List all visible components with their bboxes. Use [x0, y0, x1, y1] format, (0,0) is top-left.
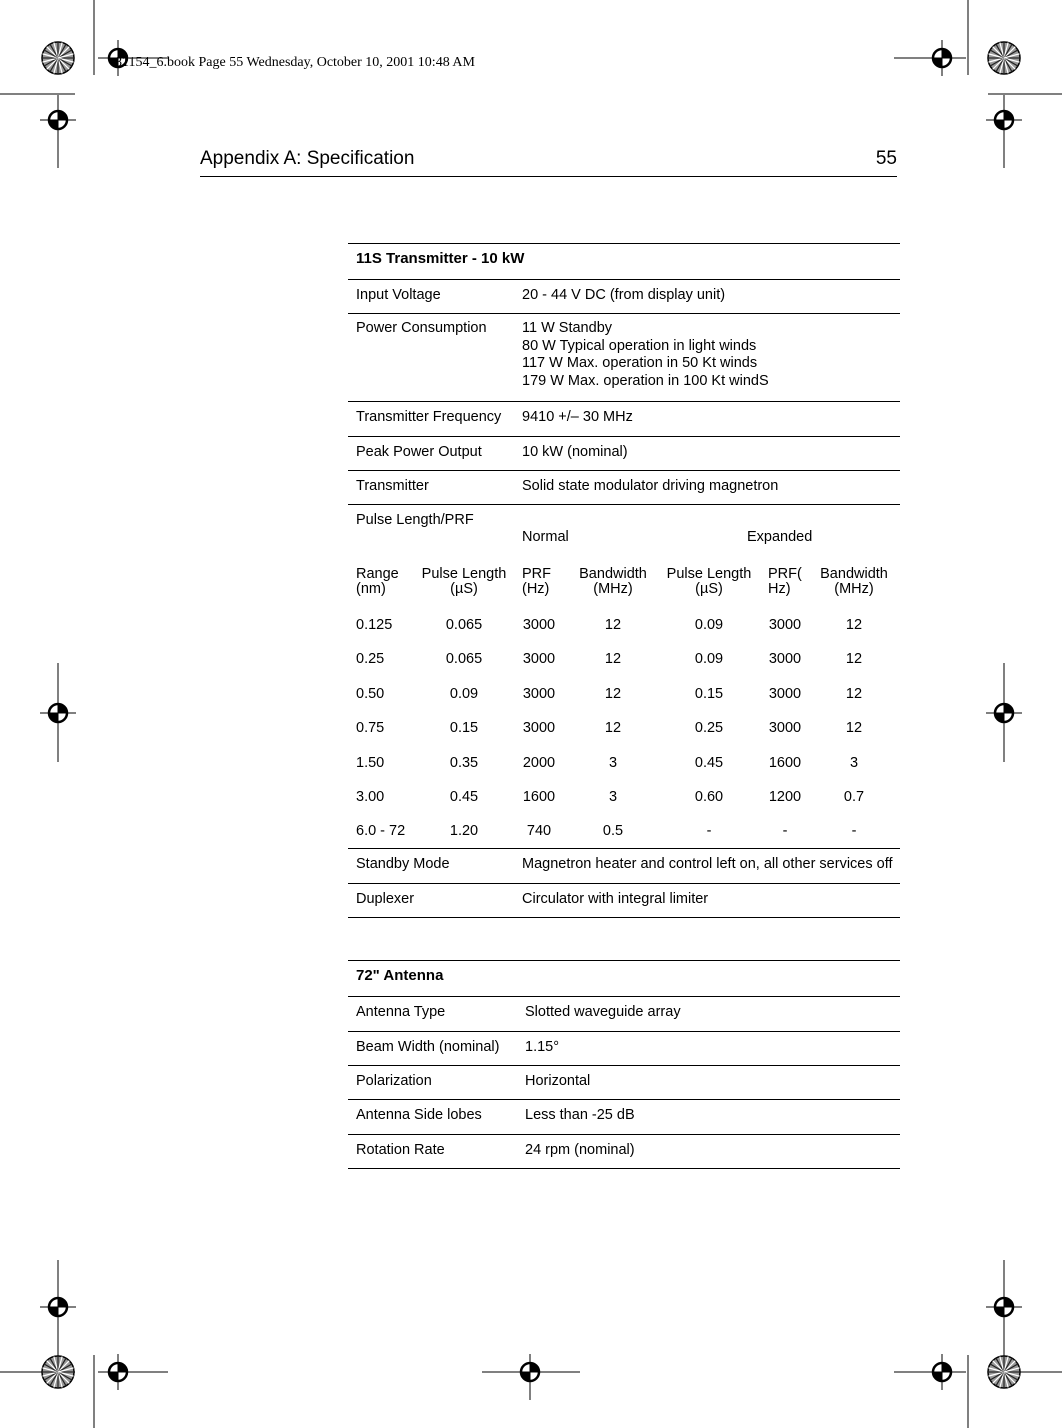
spec-value: 24 rpm (nominal): [525, 1142, 635, 1158]
transmitter-title: 11S Transmitter - 10 kW: [356, 250, 525, 267]
antenna-title: 72" Antenna: [356, 967, 444, 984]
pulse-cell: 0.15: [694, 685, 724, 702]
spec-value: Horizontal: [525, 1073, 591, 1089]
pulse-cell: 0.45: [694, 754, 724, 771]
pulse-cell: 0.25: [694, 720, 724, 737]
transmitter-table: [348, 243, 900, 918]
pulse-cell: 740: [526, 823, 552, 840]
registration-crosshair: [924, 1354, 960, 1390]
pulse-column-header: Pulse Length: [421, 566, 507, 582]
spec-label: Pulse Length/PRF: [356, 512, 474, 528]
pulse-column-header: (MHz): [834, 581, 874, 597]
spec-label: Input Voltage: [356, 287, 441, 303]
spec-value: Magnetron heater and control left on, all other services off: [522, 856, 893, 872]
registration-crosshair: [40, 102, 76, 138]
pulse-cell: 3000: [768, 685, 802, 702]
spec-label: Antenna Side lobes: [356, 1107, 482, 1123]
spec-value: 10 kW (nominal): [522, 444, 628, 460]
header-rule: [200, 176, 897, 177]
registration-starburst: [42, 42, 74, 74]
spec-label: Peak Power Output: [356, 444, 482, 460]
registration-crosshair: [40, 695, 76, 731]
spec-value: Less than -25 dB: [525, 1107, 635, 1123]
spec-label: Power Consumption: [356, 320, 487, 336]
pulse-column-header: (µS): [450, 581, 478, 597]
antenna-row: [348, 1032, 900, 1066]
pulse-cell: 12: [845, 617, 863, 633]
spec-value: 1.15°: [525, 1039, 560, 1055]
registration-crosshair: [986, 1289, 1022, 1325]
spec-value: Circulator with integral limiter: [522, 891, 709, 907]
pulse-cell: 1600: [522, 789, 556, 805]
spec-row-duplexer: [348, 884, 900, 918]
antenna-table: [348, 960, 900, 1169]
pulse-cell: 0.45: [449, 789, 479, 805]
pulse-column-header: Pulse Length: [666, 566, 752, 582]
pulse-cell: 12: [604, 617, 622, 633]
spec-value-line: 179 W Max. operation in 100 Kt windS: [522, 372, 769, 389]
registration-crosshair: [924, 40, 960, 76]
pulse-cell: 3000: [522, 685, 556, 702]
table-title-row: [348, 960, 900, 997]
pulse-column-header: Hz): [768, 581, 791, 597]
pulse-cell: 3000: [522, 720, 556, 737]
pulse-cell: 0.60: [694, 789, 724, 805]
spec-label: Standby Mode: [356, 856, 450, 872]
registration-starburst: [988, 1356, 1020, 1388]
page-header-title: Appendix A: Specification: [200, 148, 415, 169]
pulse-cell: 3000: [768, 720, 802, 737]
spec-label: Transmitter Frequency: [356, 409, 502, 425]
registration-crosshair: [512, 1354, 548, 1390]
spec-label: Beam Width (nominal): [356, 1039, 500, 1055]
pulse-cell: 3000: [522, 617, 556, 633]
pulse-cell: 3: [608, 789, 618, 805]
spec-label: Duplexer: [356, 891, 415, 907]
registration-crosshair: [986, 102, 1022, 138]
spec-label: Transmitter: [356, 478, 429, 494]
pulse-cell: 3000: [768, 651, 802, 668]
pulse-column-header: (nm): [356, 581, 386, 597]
spec-label: Rotation Rate: [356, 1142, 445, 1158]
book-info-line: 81154_6.book Page 55 Wednesday, October 10, 2001 10:48 AM: [115, 55, 475, 70]
pulse-cell: 0.065: [445, 617, 483, 633]
spec-row-peak-power: [348, 437, 900, 471]
pulse-cell: 12: [604, 720, 622, 737]
pulse-cell: 1.20: [449, 823, 479, 840]
spec-row-input-voltage: [348, 280, 900, 314]
registration-starburst: [988, 42, 1020, 74]
spec-label: Polarization: [356, 1073, 432, 1089]
pulse-cell: 0.09: [694, 651, 724, 668]
spec-value-line: 11 W Standby: [522, 320, 613, 336]
pulse-cell: 6.0 - 72: [356, 823, 406, 840]
expanded-group-label: Expanded: [747, 529, 813, 545]
pulse-column-header: (Hz): [522, 581, 550, 597]
pulse-cell: 1200: [768, 789, 802, 805]
pulse-column-header: (MHz): [593, 581, 633, 597]
pulse-cell: 0.7: [843, 789, 865, 805]
spec-value: 20 - 44 V DC (from display unit): [522, 287, 726, 303]
pulse-column-header: Range: [356, 566, 399, 582]
spec-value-line: 80 W Typical operation in light winds: [522, 337, 757, 354]
pulse-column-header: PRF: [522, 566, 551, 582]
table-title-row: [348, 243, 900, 280]
pulse-cell: 0.065: [445, 651, 483, 668]
pulse-cell: -: [851, 823, 857, 840]
pulse-cell: 3000: [522, 651, 556, 668]
pulse-column-header: PRF(: [768, 566, 802, 582]
pulse-cell: 2000: [522, 754, 556, 771]
registration-starburst: [42, 1356, 74, 1388]
spec-value: Slotted waveguide array: [525, 1004, 681, 1020]
antenna-row: [348, 997, 900, 1032]
pulse-cell: -: [706, 823, 712, 840]
pulse-column-header: Bandwidth: [579, 566, 647, 582]
antenna-row: [348, 1135, 900, 1169]
pulse-cell: 0.50: [356, 685, 385, 702]
spec-label: Antenna Type: [356, 1004, 446, 1020]
pulse-cell: 12: [845, 720, 863, 737]
registration-crosshair: [40, 1289, 76, 1325]
normal-group-label: Normal: [522, 529, 569, 545]
pulse-cell: 0.09: [694, 617, 724, 633]
spec-row-power-consumption: [348, 314, 900, 402]
pulse-cell: 0.35: [449, 754, 479, 771]
spec-row-standby: [348, 849, 900, 884]
spec-row-transmitter: [348, 471, 900, 505]
spec-value-line: 117 W Max. operation in 50 Kt winds: [522, 355, 758, 371]
pulse-cell: 12: [845, 651, 863, 668]
pulse-cell: 12: [845, 685, 863, 702]
pulse-cell: 0.75: [356, 720, 385, 737]
pulse-cell: 1600: [768, 754, 802, 771]
pulse-cell: 3.00: [356, 789, 385, 805]
spec-value: 9410 +/– 30 MHz: [522, 409, 633, 425]
pulse-column-header: Bandwidth: [820, 566, 888, 582]
pulse-cell: 0.125: [356, 617, 393, 633]
page-number: 55: [875, 148, 897, 169]
pulse-cell: 0.09: [449, 685, 479, 702]
registration-crosshair: [986, 695, 1022, 731]
pulse-cell: 3: [608, 754, 618, 771]
pulse-cell: 3000: [768, 617, 802, 633]
spec-row-pulse: [348, 505, 900, 849]
pulse-cell: 0.25: [356, 651, 385, 668]
antenna-row: [348, 1100, 900, 1135]
pulse-cell: 12: [604, 685, 622, 702]
registration-crosshair: [100, 1354, 136, 1390]
pulse-cell: 12: [604, 651, 622, 668]
pulse-cell: 0.5: [602, 823, 624, 840]
pulse-cell: 0.15: [449, 720, 479, 737]
pulse-cell: 3: [849, 754, 859, 771]
antenna-row: [348, 1066, 900, 1100]
pulse-cell: 1.50: [356, 754, 385, 771]
spec-row-frequency: [348, 402, 900, 437]
pulse-column-header: (µS): [695, 581, 723, 597]
spec-value: Solid state modulator driving magnetron: [522, 478, 779, 494]
pulse-cell: -: [782, 823, 788, 840]
